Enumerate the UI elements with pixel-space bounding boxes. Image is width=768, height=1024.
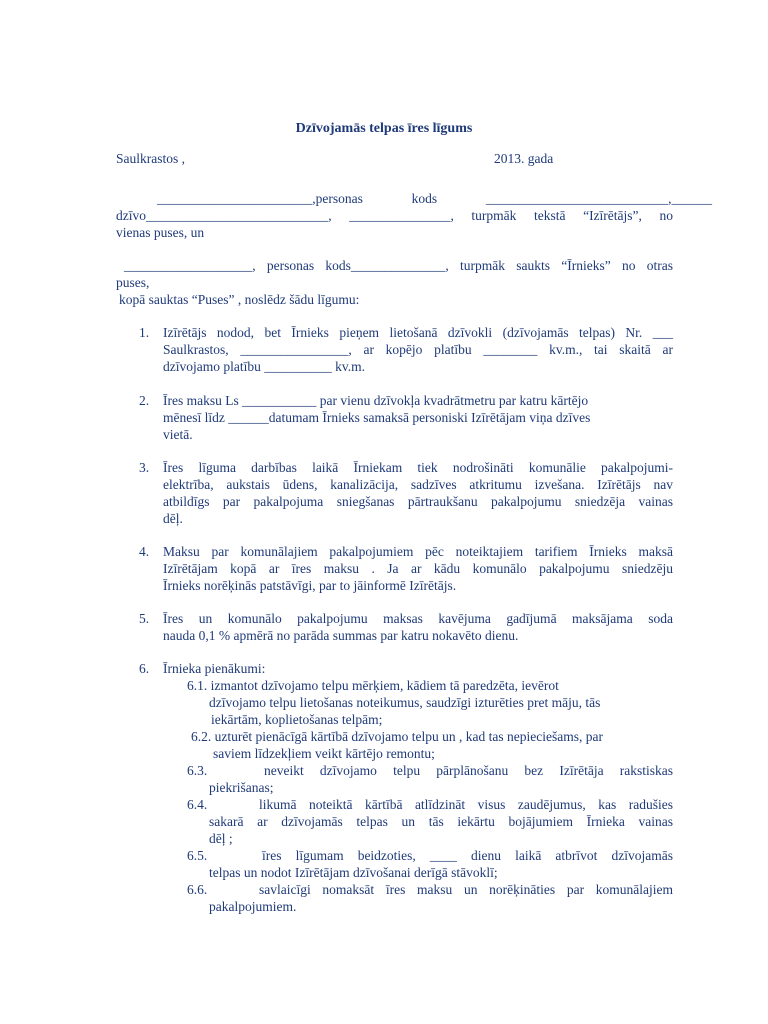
subitem-6-6-line: savlaicīgi nomaksāt īres maksu un norēķināties par komunālajiem xyxy=(259,882,673,897)
subitem-number: 6.4. xyxy=(187,797,208,812)
subitem-6-5-line: īres līgumam beidzoties, ____ dienu laikā atbrīvot dzīvojamās xyxy=(262,848,673,863)
contract-place: Saulkrastos , xyxy=(116,151,185,166)
subitem-6-6-line: pakalpojumiem. xyxy=(209,899,297,914)
subitem-6-2-line: saviem līdzekļiem veikt kārtējo remontu; xyxy=(213,746,435,761)
subitem-number: 6.5. xyxy=(187,848,208,863)
item-1-line: dzīvojamo platību __________ kv.m. xyxy=(163,359,365,374)
item-2-line: mēnesī līdz ______datumam Īrnieks samaksā personiski Izīrētājam viņa dzīves xyxy=(163,410,591,425)
item-2-line: Īres maksu Ls ___________ par vienu dzīvokļa kvadrātmetru par katru kārtējo xyxy=(163,393,589,408)
item-number: 5. xyxy=(139,611,150,626)
item-number: 4. xyxy=(139,544,150,559)
document-title: Dzīvojamās telpas īres līgums xyxy=(295,121,473,136)
item-number: 1. xyxy=(139,325,150,340)
item-2-line: vietā. xyxy=(163,427,193,442)
item-number: 2. xyxy=(139,393,150,408)
subitem-6-1-line: 6.1. izmantot dzīvojamo telpu mērķiem, kādiem tā paredzēta, ievērot xyxy=(187,678,559,693)
subitem-6-4-line: likumā noteiktā kārtībā atlīdzināt visus zaudējumus, kas radušies xyxy=(259,797,673,812)
item-number: 6. xyxy=(139,661,150,676)
item-4-line: Maksu par komunālajiem pakalpojumiem pēc noteiktajiem tarifiem Īrnieks maksā xyxy=(163,544,673,559)
subitem-6-1-line: iekārtām, koplietošanas telpām; xyxy=(211,712,383,727)
party2-line2: puses, xyxy=(116,275,150,290)
subitem-number: 6.3. xyxy=(187,763,208,778)
party1-line1: _______________________,personas kods ___________________________,______ xyxy=(157,191,712,206)
subitem-number: 6.6. xyxy=(187,882,208,897)
item-number: 3. xyxy=(139,460,150,475)
party1-line2: dzīvo___________________________, _______________, turpmāk tekstā “Izīrētājs”, no xyxy=(116,208,673,223)
item-3-line: elektrība, aukstais ūdens, kanalizācija, sadzīves atkritumu izvešana. Izīrētājs nav xyxy=(163,477,673,492)
subitem-6-5-line: telpas un nodot Izīrētājam dzīvošanai derīgā stāvoklī; xyxy=(209,865,498,880)
subitem-6-3-line: piekrišanas; xyxy=(209,780,274,795)
item-3-line: atbildīgs par pakalpojuma sniegšanas pārtraukšanu pakalpojumu sniedzēja vainas xyxy=(163,494,673,509)
item-5-line: nauda 0,1 % apmērā no parāda summas par katru nokavēto dienu. xyxy=(163,628,519,643)
subitem-6-4-line: sakarā ar dzīvojamās telpas un tās iekārtu bojājumiem Īrnieka vainas xyxy=(209,814,673,829)
party2-line3: kopā sauktas “Puses” , noslēdz šādu līgumu: xyxy=(119,292,360,307)
item-3-line: Īres līguma darbības laikā Īrniekam tiek nodrošināti komunālie pakalpojumi- xyxy=(163,460,673,475)
contract-date: 2013. gada xyxy=(494,151,554,166)
party1-line3: vienas puses, un xyxy=(116,225,205,240)
subitem-6-2-line: 6.2. uzturēt pienācīgā kārtībā dzīvojamo telpu un , kad tas nepieciešams, par xyxy=(191,729,603,744)
party2-line1: ___________________, personas kods______________, turpmāk saukts “Īrnieks” no otras xyxy=(124,258,673,273)
item-1-line: Saulkrastos, ________________, ar kopējo platību ________ kv.m., tai skaitā ar xyxy=(163,342,673,357)
item-4-line: Īrnieks norēķinās patstāvīgi, par to jāinformē Izīrētājs. xyxy=(163,578,457,593)
item-4-line: Izīrētājam kopā ar īres maksu . Ja ar kādu komunālo pakalpojumu sniedzēju xyxy=(163,561,673,576)
item-5-line: Īres un komunālo pakalpojumu maksas kavējuma gadījumā maksājama soda xyxy=(163,611,673,626)
item-3-line: dēļ. xyxy=(163,511,183,526)
subitem-6-3-line: neveikt dzīvojamo telpu pārplānošanu bez Izīrētāja rakstiskas xyxy=(264,763,673,778)
item-6-heading: Īrnieka pienākumi: xyxy=(163,661,266,676)
subitem-6-1-line: dzīvojamo telpu lietošanas noteikumus, saudzīgi izturēties pret māju, tās xyxy=(209,695,601,710)
subitem-6-4-line: dēļ ; xyxy=(209,831,233,846)
item-1-line: Izīrētājs nodod, bet Īrnieks pieņem lietošanā dzīvokli (dzīvojamās telpas) Nr. ___ xyxy=(163,325,673,340)
